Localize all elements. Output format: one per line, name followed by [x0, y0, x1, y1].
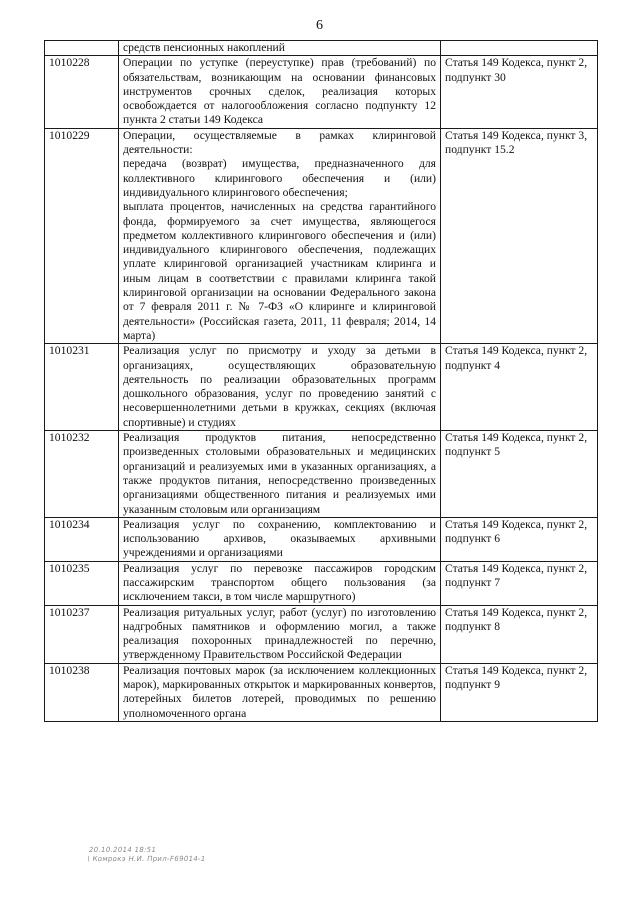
- description-cell: средств пенсионных накоплений: [119, 41, 441, 56]
- description-cell: [119, 344, 441, 431]
- table-row: [45, 561, 598, 605]
- reference-cell: Статья 149 Кодекса, пункт 2, подпункт 7: [441, 561, 598, 605]
- description-cell: [119, 56, 441, 128]
- description-cell: [119, 128, 441, 343]
- reference-cell: Статья 149 Кодекса, пункт 2, подпункт 5: [441, 431, 598, 518]
- code-cell: 1010231: [45, 344, 119, 431]
- footer-line-2: \ Комрокэ Н.И. Прил-F69014-1: [86, 855, 207, 863]
- description-cell: [119, 605, 441, 663]
- description-paragraph: Реализация продуктов питания, непосредственно произведенных столовыми образовательных и медицинских организаций и реализуемых ими в указанных организациях, а также продуктов питания, непосредственно произведенных организациями общественного питания и реализуемых ими указанным столовым или организациям: [123, 431, 436, 516]
- table-row: [45, 517, 598, 561]
- reference-cell: [441, 41, 598, 56]
- table-row: [45, 344, 598, 431]
- description-paragraph: передача (возврат) имущества, предназначенного для коллективного клирингового обеспечения и (или) индивидуального клирингового обеспечения;: [123, 157, 436, 199]
- footer-line-1: 20.10.2014 18:51: [88, 846, 157, 854]
- code-cell: 1010229: [45, 128, 119, 343]
- table-row-continuation: [45, 41, 598, 56]
- code-cell: 1010238: [45, 663, 119, 721]
- codes-table-body: [45, 41, 598, 722]
- code-cell: [45, 41, 119, 56]
- description-paragraph: Операции по уступке (переуступке) прав (требований) по обязательствам, возникающим на основании финансовых инструментов срочных сделок, реализация которых освобождается от налогообложения согласно подпункту 12 пункта 2 статьи 149 Кодекса: [123, 56, 436, 127]
- code-cell: 1010234: [45, 517, 119, 561]
- reference-cell: Статья 149 Кодекса, пункт 2, подпункт 30: [441, 56, 598, 128]
- description-paragraph: выплата процентов, начисленных на средства гарантийного фонда, формируемого за счет имущества, являющегося предметом коллективного клирингового обеспечения и (или) индивидуального клирингового обеспечения, подлежащих уплате клиринговой организацией участникам клиринга и иным лицам в соответствии с правилами клиринга такой клиринговой организации на основании Федерального закона от 7 февраля 2011 г. № 7-ФЗ «О клиринге и клиринговой деятельности» (Российская газета, 2011, 11 февраля; 2014, 14 марта): [123, 200, 436, 342]
- description-paragraph: Реализация почтовых марок (за исключением коллекционных марок), маркированных открыток и маркированных конвертов, лотерейных билетов лотерей, проводимых по решению уполномоченного органа: [123, 663, 436, 720]
- code-cell: 1010232: [45, 431, 119, 518]
- reference-cell: Статья 149 Кодекса, пункт 2, подпункт 9: [441, 663, 598, 721]
- table-row: [45, 431, 598, 518]
- description-paragraph: Реализация услуг по сохранению, комплектованию и использованию архивов, оказываемых архивными учреждениями и организациями: [123, 517, 436, 560]
- description-paragraph: Операции, осуществляемые в рамках клиринговой деятельности:: [123, 128, 436, 157]
- reference-cell: Статья 149 Кодекса, пункт 2, подпункт 4: [441, 344, 598, 431]
- code-cell: 1010228: [45, 56, 119, 128]
- table-row: [45, 663, 598, 721]
- description-cell: [119, 663, 441, 721]
- description-cell: [119, 431, 441, 518]
- table-row: [45, 605, 598, 663]
- page-number: 6: [316, 18, 324, 33]
- reference-cell: Статья 149 Кодекса, пункт 3, подпункт 15.2: [441, 128, 598, 343]
- table-row: [45, 56, 598, 128]
- table-row: [45, 128, 598, 343]
- code-cell: 1010237: [45, 605, 119, 663]
- description-cell: [119, 561, 441, 605]
- description-paragraph: Реализация услуг по присмотру и уходу за детьми в организациях, осуществляющих образовательную деятельность по реализации образовательных программ дошкольного образования, услуг по проведению занятий с несовершеннолетними детьми в кружках, секциях (включая спортивные) и студиях: [123, 344, 436, 429]
- code-cell: 1010235: [45, 561, 119, 605]
- reference-cell: Статья 149 Кодекса, пункт 2, подпункт 8: [441, 605, 598, 663]
- description-paragraph: Реализация услуг по перевозке пассажиров городским пассажирским транспортом общего пользования (за исключением такси, в том числе маршрутного): [123, 561, 436, 604]
- codes-table: [44, 40, 598, 722]
- reference-cell: Статья 149 Кодекса, пункт 2, подпункт 6: [441, 517, 598, 561]
- document-footer-stamp: [86, 846, 207, 864]
- description-cell: [119, 517, 441, 561]
- description-paragraph: Реализация ритуальных услуг, работ (услуг) по изготовлению надгробных памятников и оформлению могил, а также реализация похоронных принадлежностей по перечню, утвержденному Правительством Российской Федерации: [123, 605, 436, 662]
